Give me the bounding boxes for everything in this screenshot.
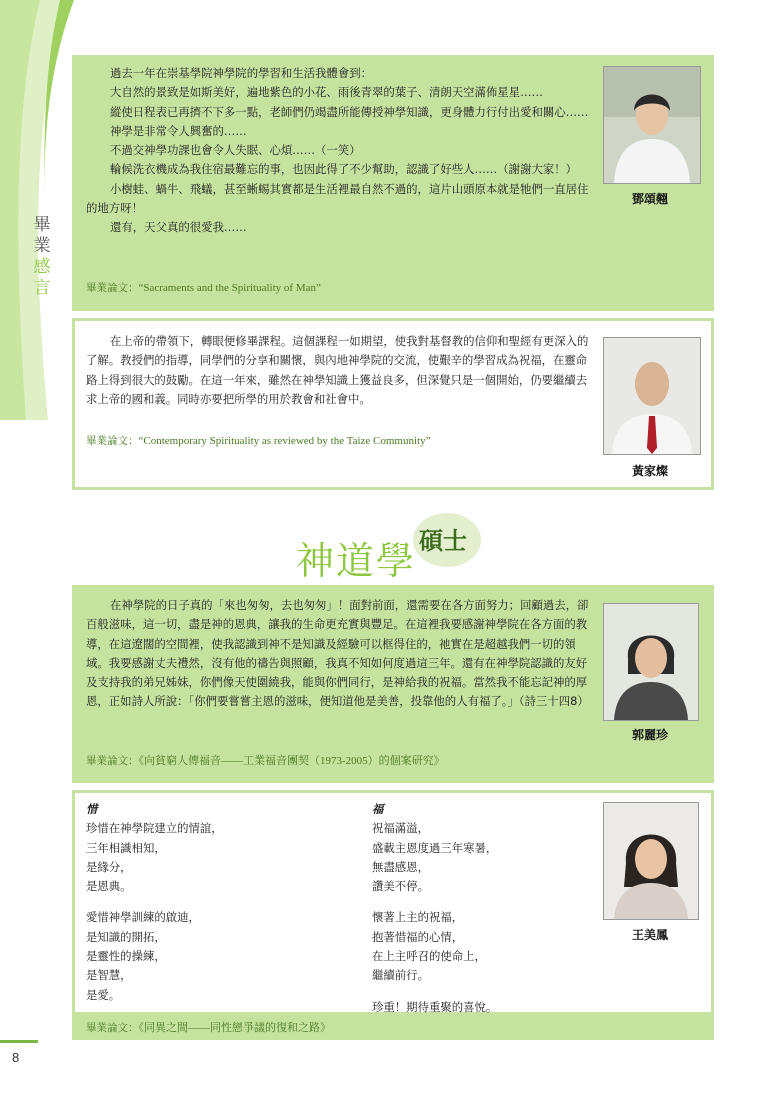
portrait-photo-4: [603, 802, 699, 920]
person-name-3: 郭麗珍: [631, 728, 668, 742]
thesis-line-4: 畢業論文：《同異之間——同性戀爭議的復和之路》: [86, 1022, 331, 1034]
person-name-2: 黃家燦: [631, 464, 668, 478]
poem-column-1: 惜 珍惜在神學院建立的情誼， 三年相識相知， 是緣分， 是恩典。 愛惜神學訓練的啟迪， 是知識的開拓， 是靈性的操練， 是智慧， 是愛。: [86, 802, 223, 1002]
portrait-photo-1: [603, 66, 701, 184]
testimony-text-2: 在上帝的帶領下，轉眼便修畢課程。這個課程一如期望，使我對基督教的信仰和聖經有更深入的了解。教授們的指導，同學們的分享和關懷，與內地神學院的交流，使艱辛的學習成為祝福，在靈命路上得到很大的鼓勵。在這一年來，雖然在神學知識上獲益良多，但深覺只是一個開始，仍要繼續去求上帝的國和義。同時亦要把所學的用於教會和社會中。: [86, 334, 589, 406]
testimony-text-1: 過去一年在崇基學院神學院的學習和生活我體會到： 大自然的景致是如斯美好，遍地紫色的小花、雨後青翠的葉子、清朗天空滿佈星星…… 縱使日程表已再擠不下多一點，老師們仍竭盡所能傳授神學知識，更身體力行付出愛和關心…… 神學是非常令人興奮的…… 不過交神學功課也會令人失眠、心煩……（一笑） 輪候洗衣機成為我住宿最難忘的事，也因此得了不少幫助，認識了好些人……（謝謝大家！） 小樹蛙、蝸牛、飛蟻，甚至蜥蜴其實都是生活裡最自然不過的，這片山頭原本就是牠們一直居住的地方呀！ 還有，天父真的很愛我……: [86, 66, 589, 235]
thesis-line-3: 畢業論文：《向貧窮人傳福音——工業福音團契（1973-2005）的個案研究》: [86, 755, 445, 767]
section-heading: 神道學: [296, 539, 417, 583]
portrait-photo-3: [603, 603, 699, 721]
person-name-1: 鄧頌翹: [631, 192, 668, 206]
page-number-rule: [0, 1040, 38, 1043]
testimony-text-3: 在神學院的日子真的「來也匆匆，去也匆匆」！面對前面，還需要在各方面努力；回顧過去，卻百般滋味，這一切，盡是神的恩典，讓我的生命更充實與豐足。在這裡我要感謝神學院在各方面的教導，在這遼闊的空間裡，使我認識到神不是知識及經驗可以框得住的，祂實在是超越我們一切的領域。我要感謝丈夫禮然，沒有他的禱告與照顧，我真不知如何度過這三年。還有在神學院認識的友好及支持我的弟兄姊妹，你們像天使圍繞我，能與你們同行，是神給我的祝福。當然我不能忘記神的厚恩，正如詩人所說：「你們要嘗嘗主恩的滋味，便知道他是美善，投靠他的人有福了。」（詩三十四8）: [86, 598, 589, 709]
page-number: 8: [12, 1050, 20, 1065]
poem-column-2: 福 祝福滿溢， 盛載主恩度過三年寒暑， 無盡感恩， 讚美不停。 懷著上主的祝福， 抱著惜福的心情， 在上主呼召的使命上， 繼續前行。 珍重！期待重聚的喜悅。: [372, 802, 498, 1014]
portrait-photo-2: [603, 337, 701, 455]
thesis-line-2: 畢業論文：“Contemporary Spirituality as reviewed by the Taize Community”: [86, 435, 431, 447]
person-name-4: 王美鳳: [631, 928, 668, 942]
thesis-line-1: 畢業論文：“Sacraments and the Spirituality of Man”: [86, 282, 321, 294]
degree-badge: 碩士: [413, 513, 481, 567]
side-label: 畢 業 感 言: [33, 215, 51, 298]
